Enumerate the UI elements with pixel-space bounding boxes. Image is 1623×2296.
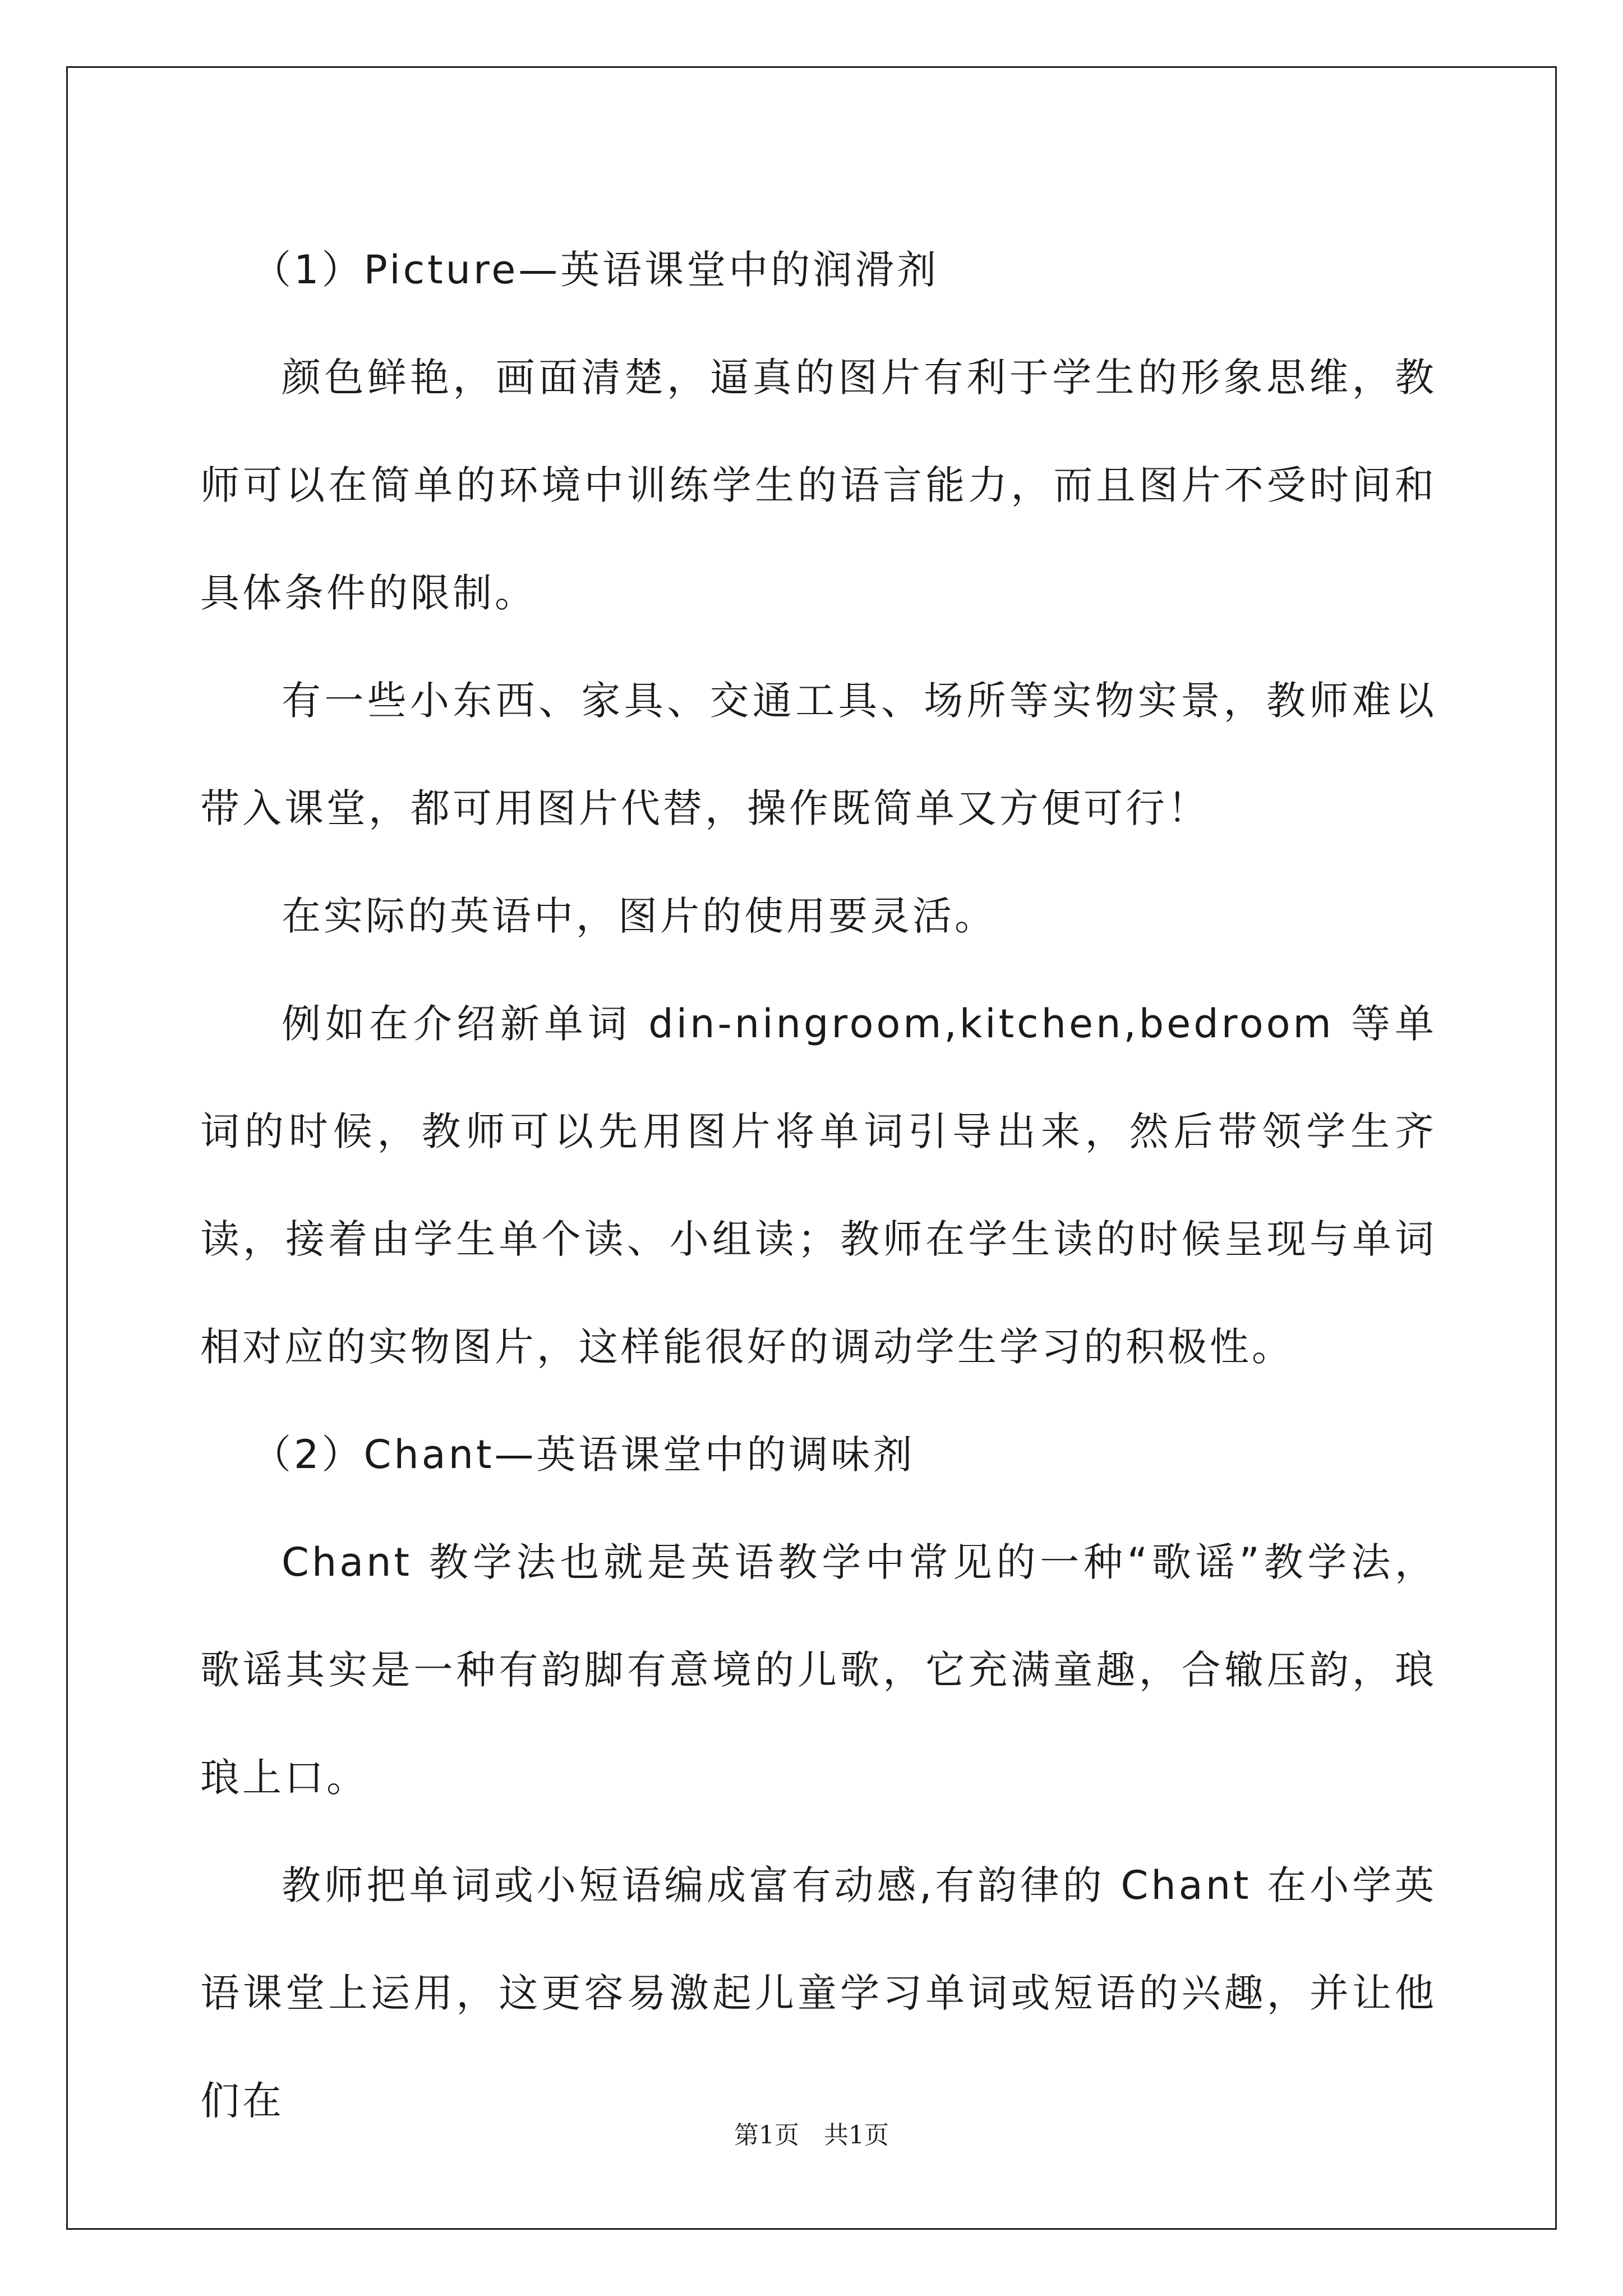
paragraph: Chant 教学法也就是英语教学中常见的一种“歌谣”教学法，歌谣其实是一种有韵脚有意境的儿歌，它充满童趣，合辙压韵，琅琅上口。 bbox=[200, 1539, 1437, 1801]
paragraph: 例如在介绍新单词 din-ningroom,kitchen,bedroom 等单词的时候，教师可以先用图片将单词引导出来，然后带领学生齐读，接着由学生单个读、小组读；教师在学生读的时候呈现与单词相对应的实物图片，这样能很好的调动学生学习的积极性。 bbox=[200, 1001, 1437, 1370]
document-body bbox=[200, 216, 1437, 2155]
paragraph: 颜色鲜艳，画面清楚，逼真的图片有利于学生的形象思维，教师可以在简单的环境中训练学生的语言能力，而且图片不受时间和具体条件的限制。 bbox=[200, 355, 1437, 616]
paragraph: 教师把单词或小短语编成富有动感,有韵律的 Chant 在小学英语课堂上运用，这更容易激起儿童学习单词或短语的兴趣，并让他们在 bbox=[200, 1862, 1437, 2124]
paragraph: 在实际的英语中，图片的使用要灵活。 bbox=[282, 893, 997, 939]
section-heading-picture: （1）Picture—英语课堂中的润滑剂 bbox=[252, 247, 939, 293]
page-footer: 第1页 共1页 bbox=[734, 2121, 889, 2150]
paragraph: 有一些小东西、家具、交通工具、场所等实物实景，教师难以带入课堂，都可用图片代替，操作既简单又方便可行！ bbox=[200, 678, 1437, 831]
section-heading-chant: （2）Chant—英语课堂中的调味剂 bbox=[252, 1432, 915, 1478]
